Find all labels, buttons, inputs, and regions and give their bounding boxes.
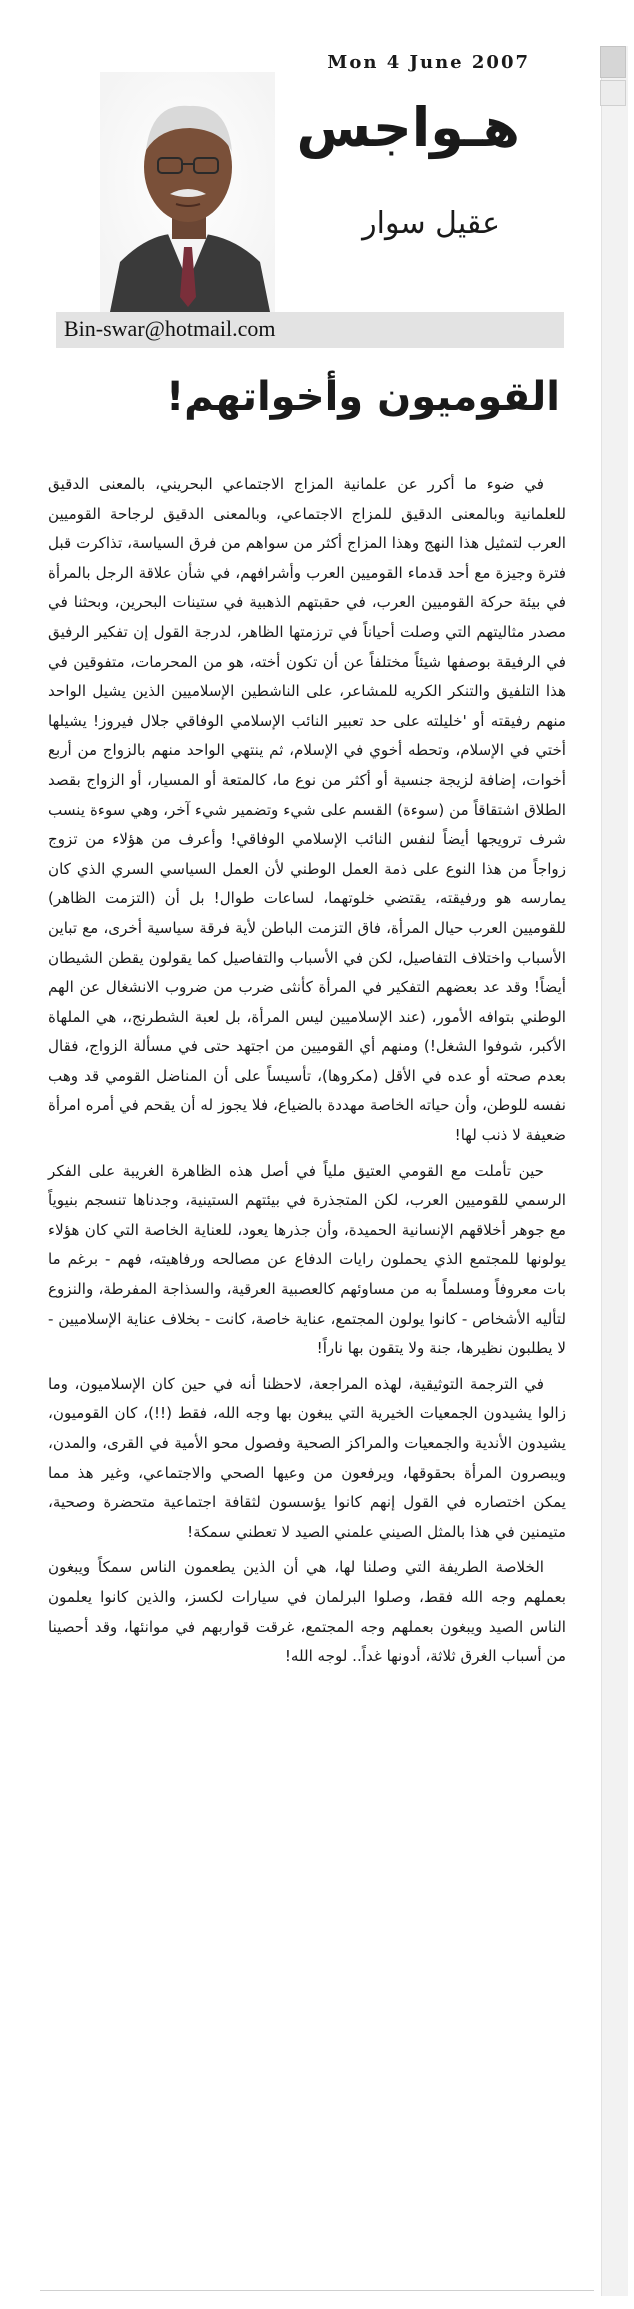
column-title: هـواجس: [296, 96, 520, 159]
author-name: عقيل سوار: [362, 206, 500, 241]
scrollbar-track[interactable]: [601, 46, 628, 2296]
article-paragraph: في ضوء ما أكرر عن علمانية المزاج الاجتماعي البحريني، بالمعنى الدقيق للعلمانية وبالمعنى الدقيق للمزاج الاجتماعي، وبالمعنى الدقيق لرجاحة القوميين العرب لتمثيل هذا النهج وهذا المزاج أكثر من سواهم من فرق السياسة، تذاكرت قبل فترة وجيزة مع أحد قدماء القوميين العرب وأشرافهم، في شأن علاقة الرجل بالمرأة في بيئة حركة القوميين العرب، في حقبتهم الذهبية في ستينات البحرين، وبحثنا في مصدر مثاليتهم التي وصلت أحياناً في ترزمتها الظاهر، لدرجة القول إن تفكير الرفيق في الرفيقة بوصفها شيئاً مختلفاً عن أن تكون أخته، هو من المحرمات، متفوقين في هذا التلفيق والتنكر الكريه للمشاعر، على الناشطين الإسلاميين الذين يشيل الواحد منهم رفيقته أو 'خليلته على حد تعبير النائب الإسلامي الوفاقي جلال فيروز! يشيلها أختي في الإسلام، وتحطه أخوي في الإسلام، ثم ينتهي الواحد منهم بالزواج من أربع أخوات، إضافة لزيجة جنسية أو أكثر من نوع ما، كالمتعة أو المسيار، أو الزواج بقصد الطلاق اشتقاقاً من (سوءة) القسم على شيء وتضمير شيء آخر، وهي سوءة ينسب شرف ترويجها أيضاً لنفس النائب الإسلامي الوفاقي! وأعرف من هؤلاء من تزوج زواجاً من هذا النوع على ذمة العمل الوطني لأن العمل السياسي السري الذي كان يمارسه هو ورفيقته، يقتضي خلوتهما، لساعات طوال! بل أن (التزمت الظاهر) للقوميين العرب حيال المرأة، فاق التزمت الباطن لأية فرقة سياسية أخرى، مع تباين الأسباب واختلاف التفاصيل، لكن في الأسباب والتفاصيل كما يقولون يقطن الشيطان أيضاً! وقد عد بعضهم التفكير في المرأة كأنثى ضرب من ضروب الانشغال عن الهم الوطني بتوافه الأمور، (عند الإسلاميين ليس المرأة، بل لعبة الشطرنج،، هي الملهاة الأكبر، شوفوا الشغل!) ومنهم أي القوميين من اجتهد حتى في مسألة الزواج، فقال بعدم صحته أو عده في الأقل (مكروها)، تأسيساً على أن المناضل القومي قد وهب نفسه للوطن، وأن حياته الخاصة مهددة بالضياع، فلا يجوز له أن يقحم في أمره امرأة ضعيفة لا ذنب لها!: [48, 475, 566, 1145]
publication-date: Mon 4 June 2007: [327, 52, 530, 73]
author-email-link[interactable]: Bin-swar@hotmail.com: [64, 316, 276, 341]
article-body: [48, 470, 566, 1678]
article-paragraph: الخلاصة الطريفة التي وصلنا لها، هي أن الذين يطعمون الناس سمكاً ويبغون بعملهم وجه الله فقط، وصلوا البرلمان في سيارات لكسز، والذين كانوا يعلمون الناس الصيد ويبغون بعملهم وجه المجتمع، غرقت قواربهم في موانئها، وقد أحصينا من أسباب الغرق ثلاثة، أدونها غداً.. لوجه الله!: [48, 1558, 566, 1666]
article-paragraph: في الترجمة التوثيقية، لهذه المراجعة، لاحظنا أنه في حين كان الإسلاميون، وما زالوا يشيدون الجمعيات الخيرية التي يبغون بها وجه الله، فقط (!!)، كان القوميون، يشيدون الأندية والجمعيات والمراكز الصحية وفصول محو الأمية في القرى، والمدن، ويبصرون المرأة بحقوقها، ويرفعون من وعيها الصحي والاجتماعي، وغير هذ مما يمكن اختصاره في القول إنهم كانوا يؤسسون لثقافة اجتماعية متحضرة وصحية، متيمنين في هذا بالمثل الصيني علمني الصيد لا تعطني سمكة!: [48, 1374, 566, 1541]
author-portrait-image: [100, 72, 275, 312]
scrollbar-arrow-button[interactable]: [600, 80, 626, 106]
footer-divider: [40, 2290, 594, 2291]
scrollbar-thumb[interactable]: [600, 46, 626, 78]
article-headline: القوميون وأخواتهم!: [165, 374, 560, 420]
article-paragraph: حين تأملت مع القومي العتيق ملياً في أصل هذه الظاهرة الغريبة على الفكر الرسمي للقوميين العرب، لكن المتجذرة في بيئتهم الستينية، وجدناها تنسجم بنيوياً مع جوهر أخلاقهم الإنسانية الحميدة، وأن جذرها يعود، للعناية الخاصة التي كان هؤلاء يولونها للمجتمع الذي يحملون رايات الدفاع عن مصالحه ورفاهيته، فهم - برغم ما بات معروفاً ومسلماً به من مساوئهم كالعصبية العرقية، والسذاجة المفرطة، والنزوع لتأليه الأشخاص - كانوا يولون المجتمع، عناية خاصة، كانت - بخلاف عناية الإسلاميين - لا يطلبون نظيرها، جنة ولا يتقون بها ناراً!: [48, 1161, 566, 1358]
author-photo: [100, 72, 275, 312]
